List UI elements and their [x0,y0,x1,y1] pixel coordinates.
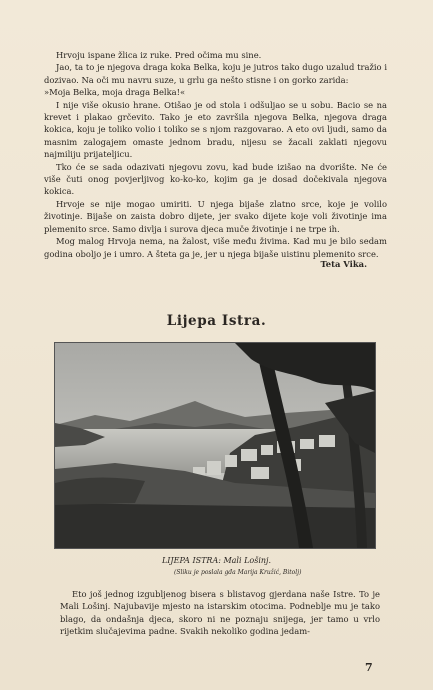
story-signature: Teta Vika. [320,258,367,269]
story-paragraph-3: »Moja Belka, moja draga Belka!« [44,87,186,98]
article-paragraph-1: Eto još jednog izgubljenog bisera s blistavog gjerdana naše Istre. To je Mali Lošinj. Najubavije mjesto na istarskim otocima. Podneblje mu je tako blago, da ondašnja djeca, skoro ni ne poznaju snijega, jer tamo u vrlo rijetkim slučajevima padne. Svakih nekoliko godina jedam- [60,589,380,637]
page-number: 7 [365,661,373,674]
story-paragraph-4: I nije više okusio hrane. Otišao je od stola i odšuljao se u sobu. Bacio se na krevet i plakao grčevito. Tako je eto završila njegova Belka, njegova draga kokica, koju je toliko volio i toliko se s njom razgovarao. A eto ovi ljudi, samo da masnim zalogajem omaste jednom bradu, nijesu se žacali zaklati njegovu najmiliju prijateljicu. [44,99,387,160]
article-text [60,588,380,638]
story-paragraph-2: Jao, ta to je njegova draga koka Belka, koju je jutros tako dugo uzalud tražio i dozivao. Na oči mu navru suze, u grlu ga nešto stisne i on gorko zaridа: [44,62,387,85]
story-text [44,49,387,270]
story-paragraph-7: Mog malog Hrvoja nema, na žalost, više među živima. Kad mu je bilo sedam godina oboljo je i umro. A šteta ga je, jer u njega bijaše uistinu plemenito srce. [44,236,387,259]
photo-illustration [55,343,375,548]
photo-credit: (Sliku je poslala gđa Marija Kružić, Bitolj) [174,569,302,576]
landscape-photo [54,342,376,549]
photo-caption: LIJEPA ISTRA: Mali Lošinj. [161,556,272,565]
story-paragraph-1: Hrvoju ispane žlica iz ruke. Pred očima mu sine. [56,50,262,60]
story-paragraph-5: Tko će se sada odazivati njegovu zovu, kad bude izišao na dvorište. Ne će više čuti onog povjerljivog ko-ko-ko, kojim ga je dosad dočekivala njegova kokica. [44,161,387,197]
story-paragraph-6: Hrvoje se nije mogao umiriti. U njega bijaše zlatno srce, koje je volilo životinje. Bijaše on zaista dobro dijete, jer svako dijete koje voli životinje ima plemenito srce. Samo divlja i surova djeca muče životinje i ne trpe ih. [44,198,387,234]
article-title: Lijepa Istra. [166,313,267,329]
